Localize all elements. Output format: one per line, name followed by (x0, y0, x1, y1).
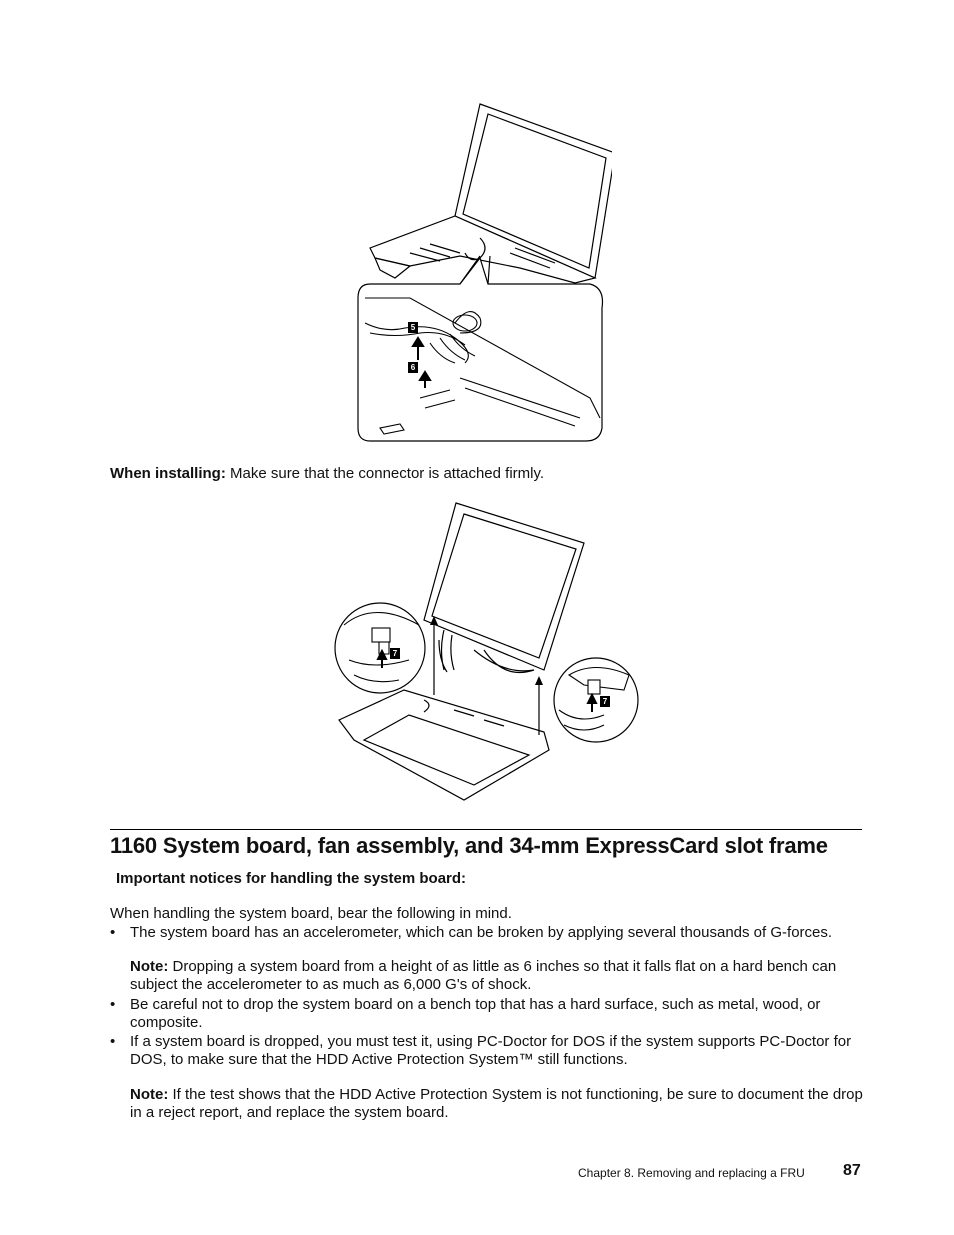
callout-6: 6 (408, 362, 418, 373)
intro-paragraph: When handling the system board, bear the following in mind. (110, 905, 512, 922)
installing-instruction (110, 465, 544, 483)
note-label: Note: (130, 958, 169, 975)
callout-5: 5 (408, 322, 418, 333)
bullet-item (110, 1033, 862, 1069)
bullet-glyph: • (110, 1033, 116, 1050)
laptop-illustration-2 (334, 500, 640, 805)
note-text: Dropping a system board from a height of as little as 6 inches so that it falls flat on a hard bench can subject the accelerometer to as much as 6,000 G's of shock. (130, 958, 837, 993)
bullet-text: If a system board is dropped, you must test it, using PC-Doctor for DOS if the system supports PC-Doctor for DOS, to make sure that the HDD Active Protection System™ still functions. (130, 1033, 852, 1068)
figure-hinge-removal (334, 500, 640, 805)
note-paragraph (130, 1086, 864, 1122)
laptop-illustration-1 (350, 98, 612, 446)
note-paragraph (130, 958, 864, 994)
footer-chapter: Chapter 8. Removing and replacing a FRU (578, 1166, 805, 1180)
note-text: If the test shows that the HDD Active Protection System is not functioning, be sure to document the drop in a reject report, and replace the system board. (130, 1086, 863, 1121)
figure-display-cable-removal (350, 98, 612, 446)
bullet-glyph: • (110, 924, 116, 941)
installing-label: When installing: (110, 465, 226, 482)
section-rule (110, 829, 862, 830)
callout-7-left: 7 (390, 648, 400, 659)
bullet-text: Be careful not to drop the system board on a bench top that has a hard surface, such as metal, wood, or composite. (130, 996, 821, 1031)
bullet-glyph: • (110, 996, 116, 1013)
bullet-item (110, 924, 862, 942)
installing-text: Make sure that the connector is attached firmly. (230, 465, 545, 482)
page-number: 87 (843, 1162, 861, 1179)
callout-7-right: 7 (600, 696, 610, 707)
bullet-text: The system board has an accelerometer, which can be broken by applying several thousands of G-forces. (130, 924, 833, 941)
section-subheading: Important notices for handling the system board: (116, 870, 467, 887)
note-label: Note: (130, 1086, 169, 1103)
section-title: 1160 System board, fan assembly, and 34-mm ExpressCard slot frame (110, 833, 828, 858)
bullet-item (110, 996, 862, 1032)
